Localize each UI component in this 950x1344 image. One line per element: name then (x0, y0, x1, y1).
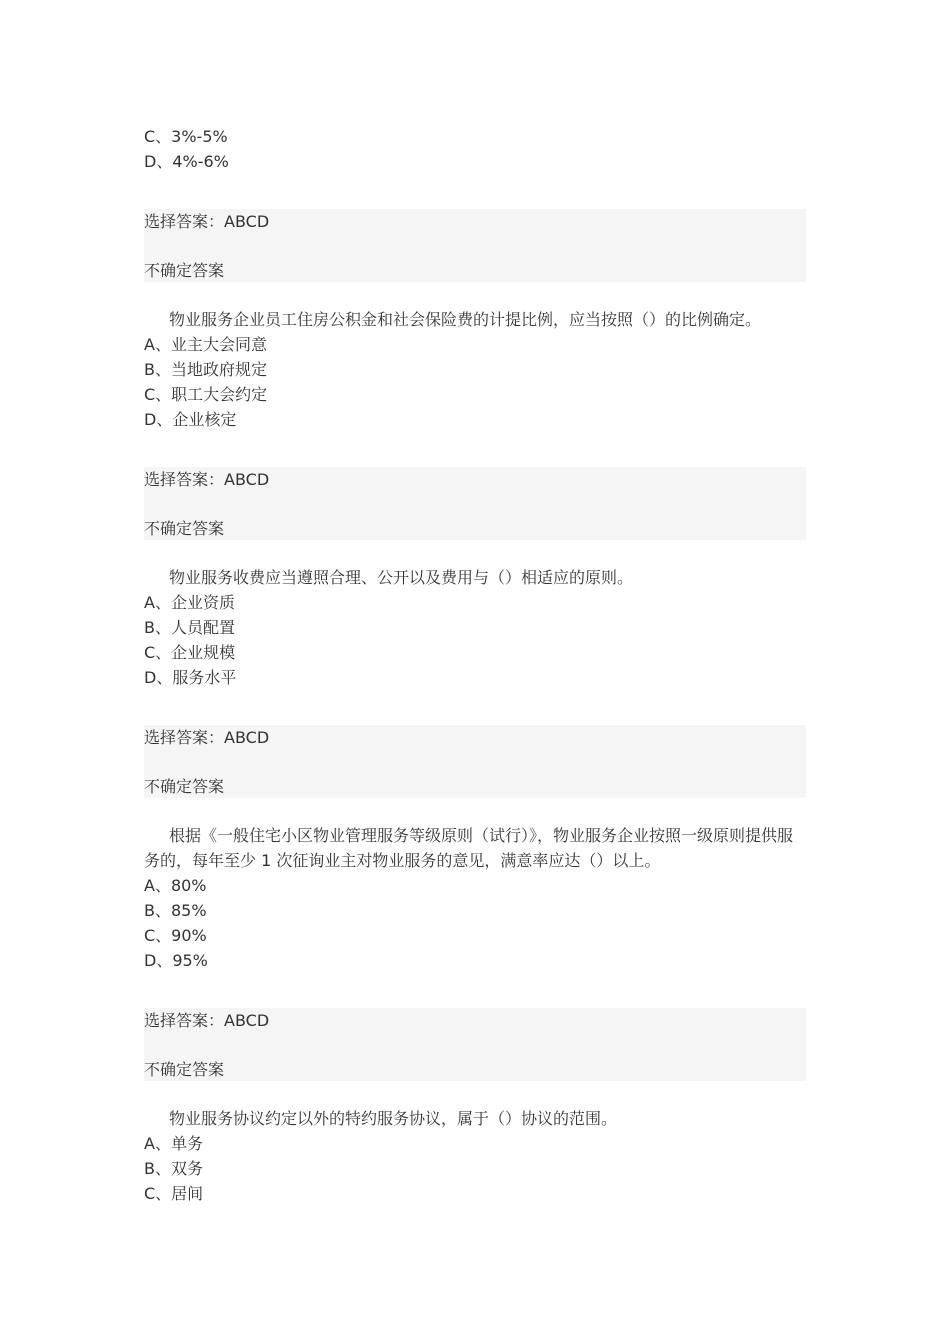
question-text: 物业服务企业员工住房公积金和社会保险费的计提比例，应当按照（）的比例确定。 (169, 310, 762, 329)
option-d: D、4%-6% (144, 152, 229, 171)
uncertain-answer: 不确定答案 (144, 777, 225, 796)
option-a: A、80% (144, 876, 207, 895)
uncertain-answer: 不确定答案 (144, 1060, 225, 1079)
option-b: B、85% (144, 901, 207, 920)
option-a: A、业主大会同意 (144, 335, 267, 354)
option-b: B、当地政府规定 (144, 360, 267, 379)
option-c: C、90% (144, 926, 207, 945)
answer-box (144, 209, 806, 282)
option-b: B、人员配置 (144, 618, 235, 637)
option-c: C、职工大会约定 (144, 385, 268, 404)
option-a: A、单务 (144, 1134, 203, 1153)
option-b: B、双务 (144, 1159, 203, 1178)
option-a: A、企业资质 (144, 593, 235, 612)
option-d: D、95% (144, 951, 208, 970)
question-text: 物业服务协议约定以外的特约服务协议，属于（）协议的范围。 (169, 1109, 618, 1128)
select-answer: 选择答案：ABCD (144, 212, 270, 231)
question-text: 根据《一般住宅小区物业管理服务等级原则（试行）》，物业服务企业按照一级原则提供服务的，每年至少 1 次征询业主对物业服务的意见，满意率应达（）以上。 (144, 826, 794, 870)
select-answer: 选择答案：ABCD (144, 470, 270, 489)
option-d: D、服务水平 (144, 668, 237, 687)
option-c: C、3%-5% (144, 127, 228, 146)
uncertain-answer: 不确定答案 (144, 261, 225, 280)
option-d: D、企业核定 (144, 410, 237, 429)
uncertain-answer: 不确定答案 (144, 519, 225, 538)
question-text: 物业服务收费应当遵照合理、公开以及费用与（）相适应的原则。 (169, 568, 634, 587)
option-c: C、企业规模 (144, 643, 236, 662)
answer-box (144, 1008, 806, 1081)
select-answer: 选择答案：ABCD (144, 1011, 270, 1030)
select-answer: 选择答案：ABCD (144, 728, 270, 747)
answer-box (144, 467, 806, 540)
option-c: C、居间 (144, 1184, 204, 1203)
answer-box (144, 725, 806, 798)
